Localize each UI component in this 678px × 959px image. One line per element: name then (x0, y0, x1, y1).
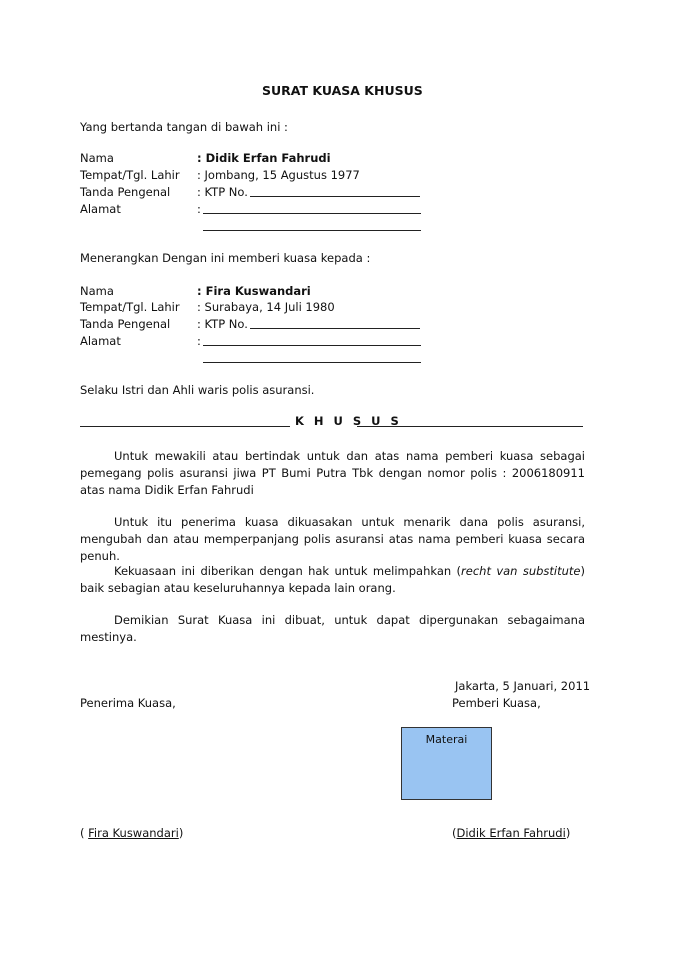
giver-signature-name: Didik Erfan Fahrudi (456, 826, 566, 840)
grantor-birth-value: : Jombang, 15 Agustus 1977 (197, 168, 360, 182)
grantor-id-label: Tanda Pengenal (80, 185, 171, 199)
declaration-text: Menerangkan Dengan ini memberi kuasa kepada : (80, 251, 371, 265)
paragraph-3 (80, 563, 585, 597)
receiver-paren-close: ) (178, 826, 184, 840)
relation-text: Selaku Istri dan Ahli waris polis asuransi. (80, 383, 315, 397)
grantee-name-value: : Fira Kuswandari (197, 284, 311, 298)
paragraph-2-text: Untuk itu penerima kuasa dikuasakan untuk menarik dana polis asuransi, mengubah dan atau memperpanjang polis asuransi atas nama pemberi kuasa secara penuh. (80, 515, 585, 563)
intro-text: Yang bertanda tangan di bawah ini : (80, 120, 288, 134)
giver-paren-open: ( (452, 826, 457, 840)
paragraph-3-text-end: ) baik sebagian atau keseluruhannya kepada lain orang. (80, 564, 585, 595)
grantee-address-label: Alamat (80, 334, 121, 348)
paragraph-2 (80, 514, 585, 565)
paragraph-3-italic-term: recht van substitute (461, 564, 581, 578)
grantor-id-blank-line (250, 196, 420, 197)
grantee-id-label: Tanda Pengenal (80, 317, 171, 331)
stamp-duty-box (401, 727, 492, 800)
grantor-address-label: Alamat (80, 202, 121, 216)
grantee-address-colon: : (197, 334, 201, 348)
giver-signature (452, 826, 570, 841)
giver-paren-close: ) (565, 826, 571, 840)
closing-paragraph (80, 612, 585, 646)
stamp-duty-label: Materai (425, 733, 468, 746)
khusus-heading: K H U S U S (295, 414, 402, 428)
grantee-address-blank-line-1 (203, 345, 421, 346)
grantee-name-label: Nama (80, 284, 114, 298)
grantee-birth-value: : Surabaya, 14 Juli 1980 (197, 300, 335, 314)
grantee-birth-label: Tempat/Tgl. Lahir (80, 300, 180, 314)
paragraph-3-text-start: Kekuasaan ini diberikan dengan hak untuk melimpahkan ( (114, 564, 462, 578)
closing-text: Demikian Surat Kuasa ini dibuat, untuk dapat dipergunakan sebagaimana mestinya. (80, 613, 585, 644)
place-date: Jakarta, 5 Januari, 2011 (455, 679, 591, 693)
receiver-label: Penerima Kuasa, (80, 696, 176, 710)
khusus-right-line (357, 426, 583, 427)
paragraph-1-text: Untuk mewakili atau bertindak untuk dan atas nama pemberi kuasa sebagai pemegang polis asuransi jiwa PT Bumi Putra Tbk dengan nomor polis : 2006180911 atas nama Didik Erfan Fahrudi (80, 449, 585, 497)
receiver-signature-name: Fira Kuswandari (88, 826, 179, 840)
grantee-address-blank-line-2 (203, 362, 421, 363)
grantee-id-value: : KTP No. (197, 317, 248, 331)
giver-label: Pemberi Kuasa, (452, 696, 541, 710)
paragraph-1 (80, 448, 585, 499)
grantee-id-blank-line (250, 328, 420, 329)
grantor-address-blank-line-1 (203, 213, 421, 214)
grantor-birth-label: Tempat/Tgl. Lahir (80, 168, 180, 182)
grantor-address-blank-line-2 (203, 230, 421, 231)
grantor-name-value: : Didik Erfan Fahrudi (197, 151, 331, 165)
grantor-id-value: : KTP No. (197, 185, 248, 199)
receiver-signature (80, 826, 183, 841)
receiver-paren-open: ( (80, 826, 89, 840)
grantor-address-colon: : (197, 202, 201, 216)
grantor-name-label: Nama (80, 151, 114, 165)
khusus-left-line (80, 426, 290, 427)
document-title: SURAT KUASA KHUSUS (262, 83, 423, 98)
